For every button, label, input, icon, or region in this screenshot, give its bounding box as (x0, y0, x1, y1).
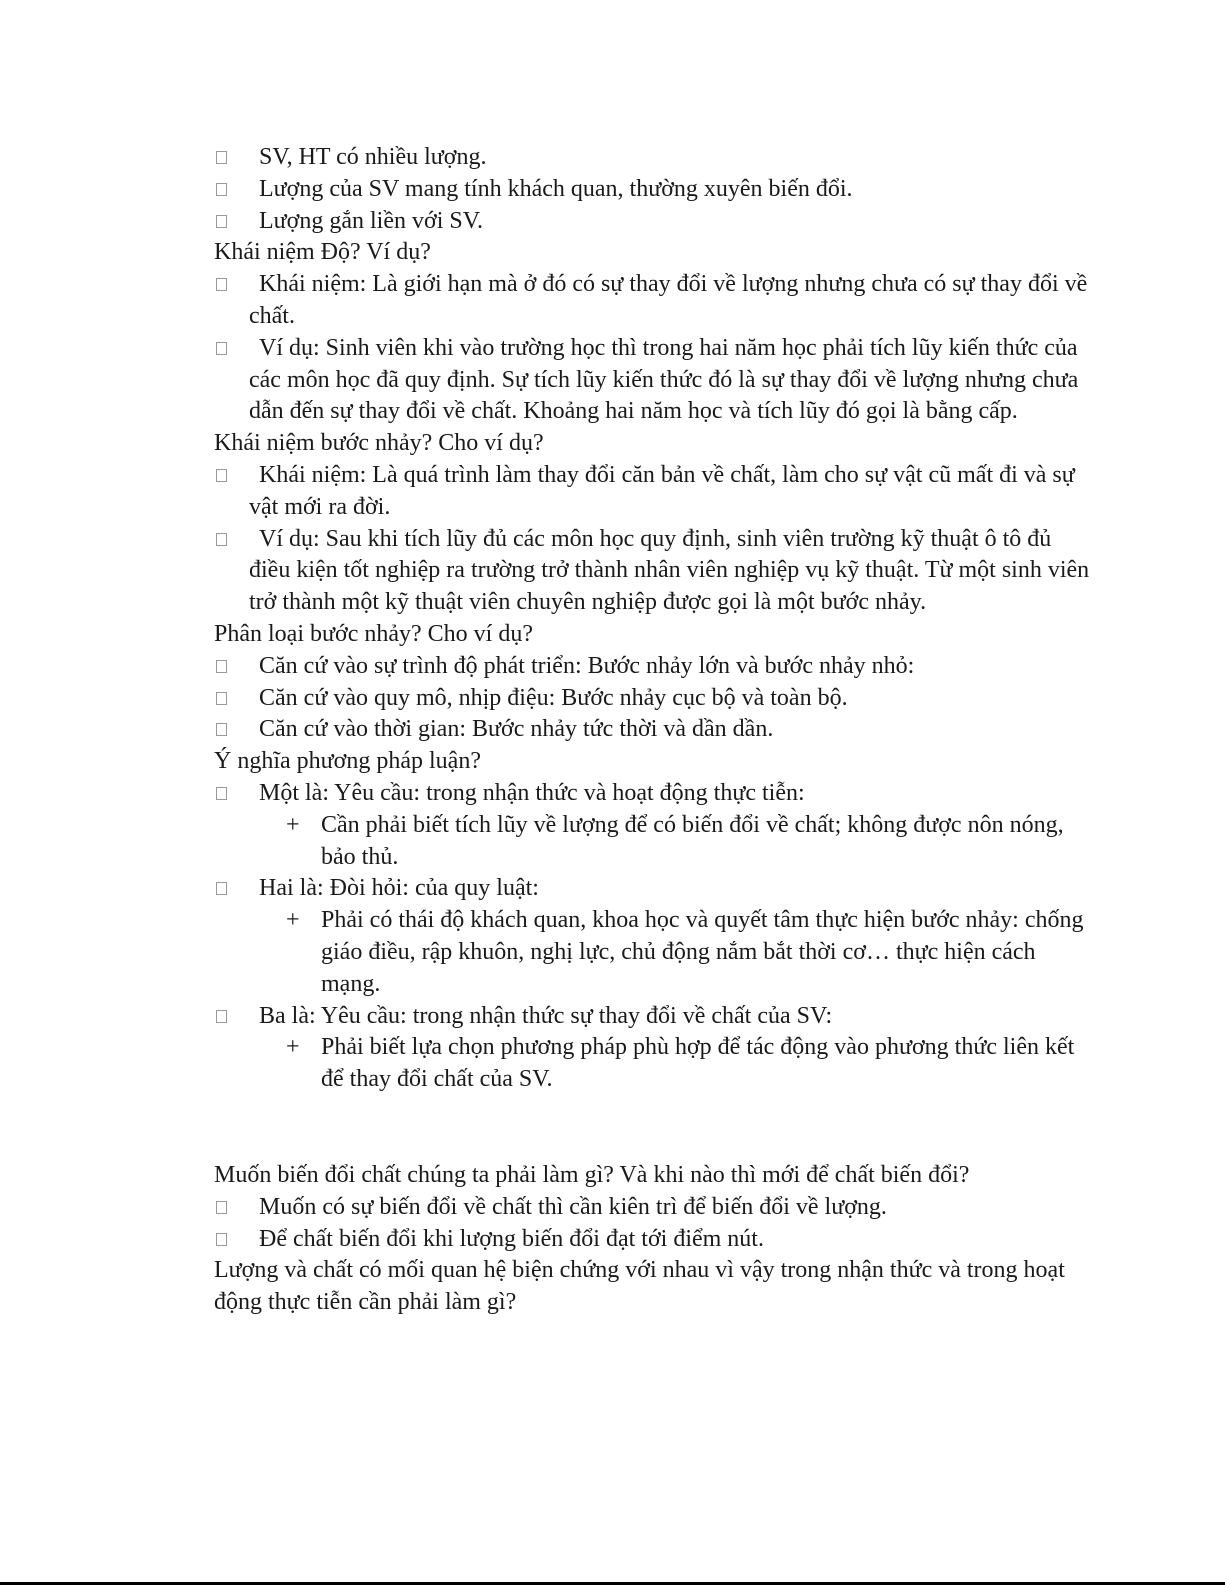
bullet-item (214, 269, 1094, 333)
question-heading: Khái niệm bước nhảy? Cho ví dụ? (214, 430, 544, 457)
bullet-item (214, 714, 1094, 746)
bullet-item (214, 1224, 1094, 1256)
bullet-text: Căn cứ vào quy mô, nhịp điệu: Bước nhảy cục bộ và toàn bộ. (259, 684, 848, 711)
square-bullet-icon (216, 1233, 227, 1246)
bullet-text: Lượng của SV mang tính khách quan, thường xuyên biến đổi. (259, 175, 853, 202)
sub-bullet-text: Phải có thái độ khách quan, khoa học và quyết tâm thực hiện bước nhảy: chống giáo điều, rập khuôn, nghị lực, chủ động nắm bắt thời cơ… thực hiện cách mạng. (321, 907, 1084, 997)
sub-bullet-item (214, 810, 1094, 874)
bullet-item (214, 333, 1094, 428)
square-bullet-icon (216, 723, 227, 736)
bullet-text: Ba là: Yêu cầu: trong nhận thức sự thay đổi về chất của SV: (259, 1002, 833, 1029)
bullet-item (214, 174, 1094, 206)
square-bullet-icon (216, 183, 227, 196)
bullet-text: Muốn có sự biến đổi về chất thì cần kiên trì để biến đổi về lượng. (259, 1193, 887, 1220)
bullet-item (214, 142, 1094, 174)
sub-bullet-text: Phải biết lựa chọn phương pháp phù hợp để tác động vào phương thức liên kết để thay đổi chất của SV. (321, 1034, 1075, 1093)
sub-bullet-item (214, 905, 1094, 1000)
sub-bullet-text: Cần phải biết tích lũy về lượng để có biến đổi về chất; không được nôn nóng, bảo thủ. (321, 811, 1064, 870)
square-bullet-icon (216, 342, 227, 355)
bullet-text: Ví dụ: Sau khi tích lũy đủ các môn học quy định, sinh viên trường kỹ thuật ô tô đủ điều kiện tốt nghiệp ra trường trở thành nhân viên nghiệp vụ kỹ thuật. Từ một sinh viên trở thành một kỹ thuật viên chuyên nghiệp được gọi là một bước nhảy. (249, 525, 1090, 616)
bullet-text: Căn cứ vào sự trình độ phát triển: Bước nhảy lớn và bước nhảy nhỏ: (259, 652, 915, 679)
bullet-item (214, 460, 1094, 524)
square-bullet-icon (216, 533, 227, 546)
bullet-item (214, 873, 1094, 905)
square-bullet-icon (216, 882, 227, 895)
square-bullet-icon (216, 215, 227, 228)
square-bullet-icon (216, 151, 227, 164)
question-heading: Khái niệm Độ? Ví dụ? (214, 239, 431, 266)
square-bullet-icon (216, 692, 227, 705)
bullet-item (214, 524, 1094, 619)
square-bullet-icon (216, 660, 227, 673)
bullet-text: Ví dụ: Sinh viên khi vào trường học thì trong hai năm học phải tích lũy kiến thức của các môn học đã quy định. Sự tích lũy kiến thức đó là sự thay đổi về lượng nhưng chưa dẫn đến sự thay đổi về chất. Khoảng hai năm học và tích lũy đó gọi là bằng cấp. (249, 334, 1079, 425)
question-heading: Lượng và chất có mối quan hệ biện chứng với nhau vì vậy trong nhận thức và trong hoạt động thực tiễn cần phải làm gì? (214, 1257, 1065, 1316)
bullet-text: Hai là: Đòi hỏi: của quy luật: (259, 875, 539, 902)
blank-space (214, 1096, 1094, 1160)
sub-bullet-item (214, 1032, 1094, 1096)
bullet-text: SV, HT có nhiều lượng. (259, 144, 487, 170)
bullet-item (214, 1001, 1094, 1033)
plus-marker: + (286, 907, 300, 934)
bullet-text: Căn cứ vào thời gian: Bước nhảy tức thời và dần dần. (259, 716, 774, 743)
plus-marker: + (286, 1034, 300, 1061)
square-bullet-icon (216, 1201, 227, 1214)
bullet-text: Khái niệm: Là quá trình làm thay đổi căn bản về chất, làm cho sự vật cũ mất đi và sự vật mới ra đời. (249, 461, 1075, 520)
bullet-item (214, 778, 1094, 810)
question-heading: Phân loại bước nhảy? Cho ví dụ? (214, 620, 533, 647)
bullet-text: Để chất biến đổi khi lượng biến đổi đạt tới điểm nút. (259, 1225, 764, 1252)
bullet-item (214, 683, 1094, 715)
bullet-item (214, 651, 1094, 683)
bullet-item (214, 1192, 1094, 1224)
square-bullet-icon (216, 787, 227, 800)
bullet-item (214, 206, 1094, 238)
square-bullet-icon (216, 1010, 227, 1023)
plus-marker: + (286, 811, 300, 838)
document-page (214, 142, 1094, 1319)
bullet-text: Một là: Yêu cầu: trong nhận thức và hoạt động thực tiễn: (259, 779, 805, 806)
bullet-text: Lượng gắn liền với SV. (259, 207, 483, 234)
question-heading: Muốn biến đổi chất chúng ta phải làm gì? Và khi nào thì mới để chất biến đổi? (214, 1161, 970, 1188)
square-bullet-icon (216, 278, 227, 291)
square-bullet-icon (216, 469, 227, 482)
bullet-text: Khái niệm: Là giới hạn mà ở đó có sự thay đổi về lượng nhưng chưa có sự thay đổi về chất. (249, 271, 1088, 329)
question-heading: Ý nghĩa phương pháp luận? (214, 748, 481, 775)
